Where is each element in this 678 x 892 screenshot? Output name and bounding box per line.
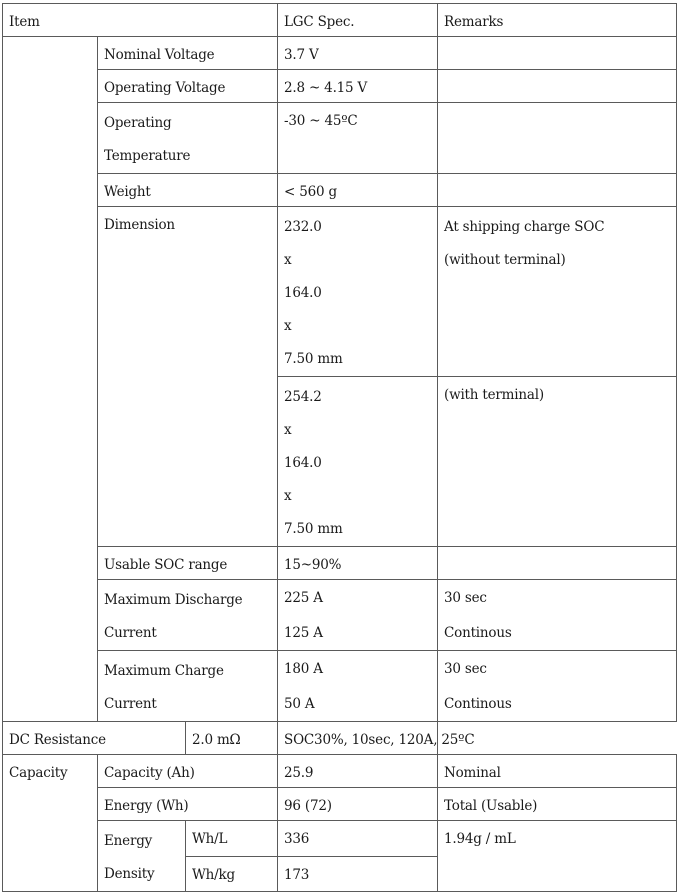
remarks-energy: Total (Usable) [438, 788, 677, 821]
label-line: Current [104, 696, 157, 712]
row-label-usable-soc: Usable SOC range [98, 547, 278, 580]
dimension-value: 164.0 [284, 285, 322, 301]
label-line: Maximum Charge [104, 663, 224, 679]
remarks-line: (without terminal) [444, 252, 566, 268]
spec-max-charge-cont: 50 A [278, 686, 438, 722]
table-row [3, 547, 677, 580]
table-row [3, 37, 677, 70]
remarks-max-discharge-cont: Continous [438, 615, 677, 651]
unit-wh-per-kg: Wh/kg [186, 856, 278, 892]
spec-max-discharge-cont: 125 A [278, 615, 438, 651]
remarks-operating-temperature [438, 103, 677, 174]
remarks-max-charge-peak: 30 sec [438, 651, 677, 687]
label-line: Operating [104, 115, 172, 131]
group-cell-blank [3, 37, 98, 722]
dimension-sep: x [284, 252, 292, 268]
remarks-energy-density: 1.94g / mL [438, 821, 677, 892]
row-label-max-discharge [98, 580, 278, 651]
dimension-value: 164.0 [284, 455, 322, 471]
dimension-value: 254.2 [284, 389, 322, 405]
row-label-operating-voltage: Operating Voltage [98, 70, 278, 103]
header-spec: LGC Spec. [278, 4, 438, 37]
table-row [3, 755, 677, 788]
spec-dc-resistance: 2.0 mΩ [186, 722, 278, 755]
remarks-max-charge-cont: Continous [438, 686, 677, 722]
remarks-weight [438, 174, 677, 207]
spec-max-discharge-peak: 225 A [278, 580, 438, 616]
row-label-dc-resistance: DC Resistance [3, 722, 186, 755]
remarks-usable-soc [438, 547, 677, 580]
table-row [3, 580, 677, 616]
spec-nominal-voltage: 3.7 V [278, 37, 438, 70]
label-line: Current [104, 625, 157, 641]
table-row [3, 722, 677, 755]
dimension-sep: x [284, 488, 292, 504]
spec-usable-soc: 15~90% [278, 547, 438, 580]
row-label-capacity: Capacity (Ah) [98, 755, 278, 788]
row-label-max-charge [98, 651, 278, 722]
header-item: Item [3, 4, 278, 37]
dimension-line2: 7.50 mm [284, 521, 343, 537]
table-row [3, 103, 677, 174]
row-label-weight: Weight [98, 174, 278, 207]
spec-capacity: 25.9 [278, 755, 438, 788]
label-line: Energy [104, 833, 153, 849]
dimension-sep: x [284, 422, 292, 438]
spec-dimension-terminal [278, 377, 438, 547]
spec-weight: < 560 g [278, 174, 438, 207]
dimension-value: 232.0 [284, 219, 322, 235]
dimension-line [284, 381, 431, 513]
row-label-energy: Energy (Wh) [98, 788, 278, 821]
table-row [3, 174, 677, 207]
label-line: Density [104, 866, 155, 882]
header-remarks: Remarks [438, 4, 677, 37]
row-label-nominal-voltage: Nominal Voltage [98, 37, 278, 70]
remarks-max-discharge-peak: 30 sec [438, 580, 677, 616]
dimension-sep: x [284, 318, 292, 334]
dimension-line [284, 211, 431, 343]
label-line: Maximum Discharge [104, 592, 243, 608]
row-label-operating-temperature [98, 103, 278, 174]
spec-energy: 96 (72) [278, 788, 438, 821]
spec-energy-density-grav: 173 [278, 856, 438, 892]
spec-operating-voltage: 2.8 ~ 4.15 V [278, 70, 438, 103]
label-line: Temperature [104, 148, 191, 164]
table-row [3, 821, 677, 857]
unit-wh-per-l: Wh/L [186, 821, 278, 857]
spec-energy-density-vol: 336 [278, 821, 438, 857]
remarks-capacity: Nominal [438, 755, 677, 788]
spec-max-charge-peak: 180 A [278, 651, 438, 687]
spec-dimension-shipping [278, 207, 438, 377]
remarks-dimension-shipping [438, 207, 677, 377]
spec-operating-temperature: -30 ~ 45ºC [278, 103, 438, 174]
group-label-capacity: Capacity [3, 755, 98, 892]
table-row [3, 207, 677, 377]
remarks-operating-voltage [438, 70, 677, 103]
remarks-dimension-terminal: (with terminal) [438, 377, 677, 547]
row-label-energy-density [98, 821, 186, 892]
table-row [3, 651, 677, 687]
dimension-line2: 7.50 mm [284, 351, 343, 367]
table-row [3, 70, 677, 103]
spec-table [2, 3, 677, 892]
remarks-nominal-voltage [438, 37, 677, 70]
remarks-line: At shipping charge SOC [444, 219, 605, 235]
header-row [3, 4, 677, 37]
remarks-dc-resistance: SOC30%, 10sec, 120A, 25ºC [278, 722, 438, 755]
row-label-dimension: Dimension [98, 207, 278, 547]
table-row [3, 788, 677, 821]
